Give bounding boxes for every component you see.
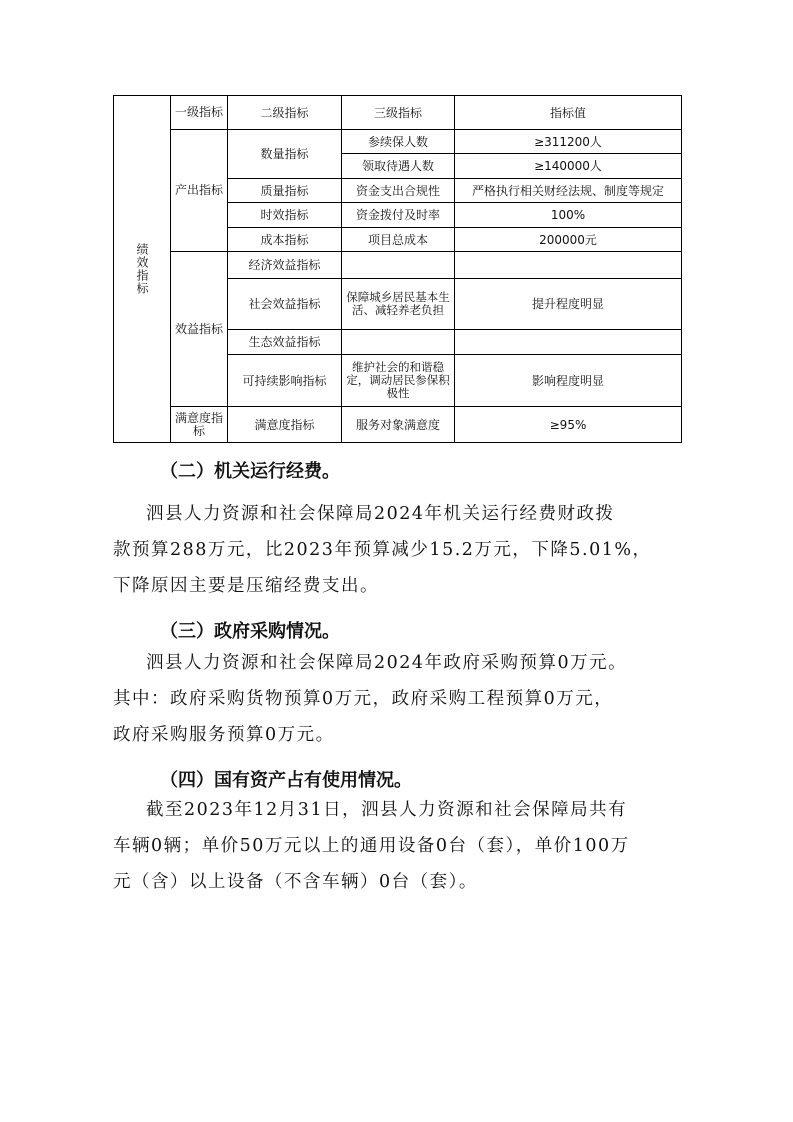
cost-indicator: 成本指标 [228,228,342,252]
ecological-name [342,330,455,355]
economic-value [455,252,682,279]
economic-indicator: 经济效益指标 [228,252,342,279]
q2-name: 领取待遇人数 [342,154,455,179]
output-indicator-label: 产出指标 [171,130,228,252]
header-value: 指标值 [455,96,682,130]
timeliness-name: 资金拨付及时率 [342,203,455,228]
q1-name: 参续保人数 [342,130,455,154]
satisfaction-name: 服务对象满意度 [342,407,455,443]
section2-line-2: 款预算288万元，比2023年预算减少15.2万元，下降5.01%， [113,540,652,560]
q1-value: ≥311200人 [455,130,682,154]
cost-name: 项目总成本 [342,228,455,252]
section3-line-2: 其中：政府采购货物预算0万元，政府采购工程预算0万元， [113,689,614,709]
header-level2: 二级指标 [228,96,342,130]
quality-value: 严格执行相关财经法规、制度等规定 [455,179,682,203]
performance-indicator-table [113,95,682,443]
section4-line-1: 截至2023年12月31日，泗县人力资源和社会保障局共有 [146,800,628,820]
satisfaction-level2: 满意度指标 [228,407,342,443]
section3-heading: （三）政府采购情况。 [160,621,340,642]
satisfaction-value: ≥95% [455,407,682,443]
section4-line-3: 元（含）以上设备（不含车辆）0台（套）。 [113,872,478,892]
section2-heading: （二）机关运行经费。 [160,461,340,482]
sustainable-name: 维护社会的和谐稳定，调动居民参保积极性 [342,355,455,407]
satisfaction-indicator-label: 满意度指标 [171,407,228,443]
table-outer-label: 绩效指标 [114,96,171,443]
section2-paragraph [113,496,693,604]
sustainable-indicator: 可持续影响指标 [228,355,342,407]
ecological-value [455,330,682,355]
benefit-indicator-label: 效益指标 [171,252,228,407]
quality-indicator: 质量指标 [228,179,342,203]
quantity-indicator: 数量指标 [228,130,342,179]
sustainable-value: 影响程度明显 [455,355,682,407]
section2-line-1: 泗县人力资源和社会保障局2024年机关运行经费财政拨 [146,504,615,524]
social-value: 提升程度明显 [455,279,682,330]
header-level1: 一级指标 [171,96,228,130]
economic-name [342,252,455,279]
social-indicator: 社会效益指标 [228,279,342,330]
q2-value: ≥140000人 [455,154,682,179]
cost-value: 200000元 [455,228,682,252]
section2-line-3: 下降原因主要是压缩经费支出。 [113,576,379,596]
section4-heading: （四）国有资产占有使用情况。 [160,770,412,791]
section3-line-1: 泗县人力资源和社会保障局2024年政府采购预算0万元。 [146,653,628,673]
ecological-indicator: 生态效益指标 [228,330,342,355]
section4-paragraph [113,792,693,900]
section3-line-3: 政府采购服务预算0万元。 [113,725,335,745]
header-level3: 三级指标 [342,96,455,130]
social-name: 保障城乡居民基本生活、减轻养老负担 [342,279,455,330]
quality-name: 资金支出合规性 [342,179,455,203]
section4-line-2: 车辆0辆；单价50万元以上的通用设备0台（套），单价100万 [113,836,630,856]
timeliness-indicator: 时效指标 [228,203,342,228]
section3-paragraph [113,645,693,753]
timeliness-value: 100% [455,203,682,228]
